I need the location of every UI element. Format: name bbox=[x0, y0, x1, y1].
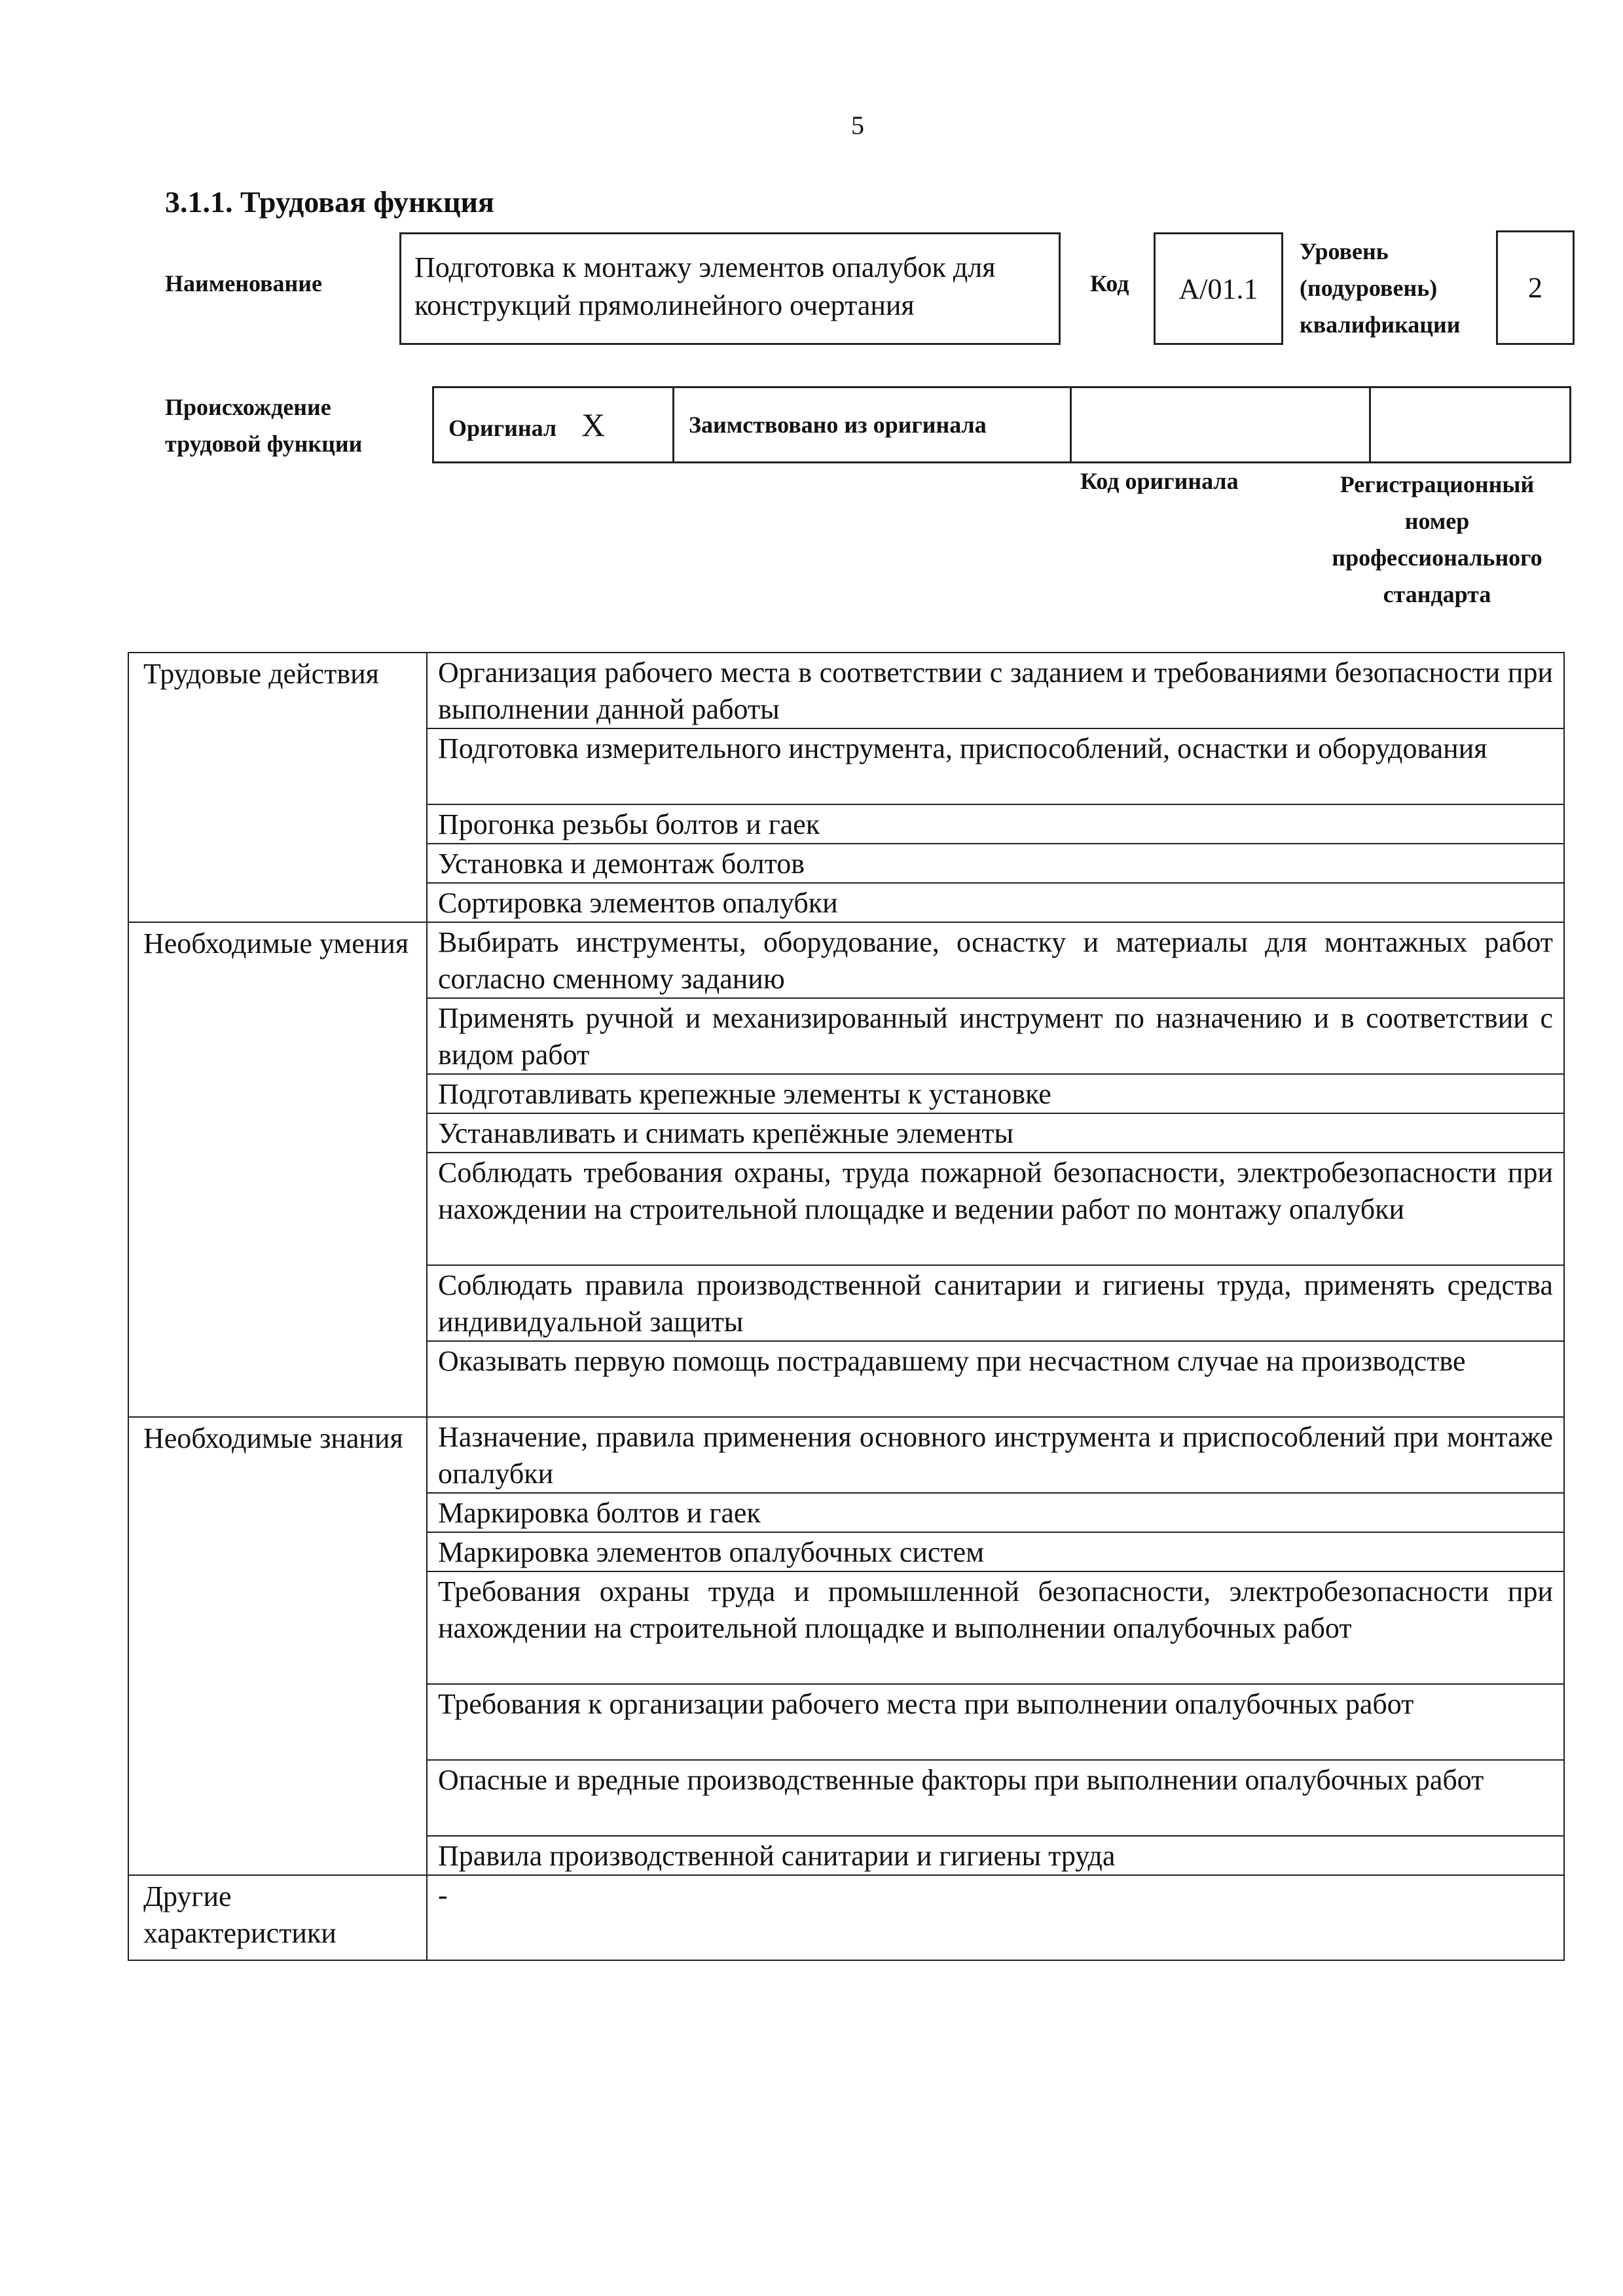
table-row bbox=[128, 922, 1564, 998]
origin-label-line-2: трудовой функции bbox=[165, 431, 363, 457]
page-number: 5 bbox=[851, 111, 864, 140]
table-cell: Устанавливать и снимать крепёжные элементы bbox=[427, 1113, 1564, 1153]
table-cell: Соблюдать требования охраны, труда пожарной безопасности, электробезопасности при нахождении на строительной площадке и ведении работ по монтажу опалубки bbox=[427, 1153, 1564, 1265]
reg-label-line-3: профессионального bbox=[1332, 545, 1542, 571]
original-mark: X bbox=[581, 406, 606, 443]
function-name-box: Подготовка к монтажу элементов опалубок для конструкций прямолинейного очертания bbox=[399, 232, 1061, 345]
table-cell: Организация рабочего места в соответствии с заданием и требованиями безопасности при выполнении данной работы bbox=[427, 653, 1564, 728]
table-cell: Назначение, правила применения основного инструмента и приспособлений при монтаже опалубки bbox=[427, 1417, 1564, 1493]
table-row bbox=[128, 653, 1564, 728]
table-cell: Требования охраны труда и промышленной безопасности, электробезопасности при нахождении на строительной площадке и выполнении опалубочных работ bbox=[427, 1571, 1564, 1684]
code-original-label: Код оригинала bbox=[1080, 468, 1239, 494]
table-cell: Подготовка измерительного инструмента, приспособлений, оснастки и оборудования bbox=[427, 728, 1564, 804]
origin-label bbox=[165, 389, 362, 462]
origin-label-line-1: Происхождение bbox=[165, 394, 331, 420]
function-details-table bbox=[128, 652, 1565, 1961]
origin-code-cell bbox=[1071, 387, 1370, 463]
origin-reg-cell bbox=[1370, 387, 1571, 463]
category-required-knowledge: Необходимые знания bbox=[128, 1417, 427, 1875]
table-cell: Опасные и вредные производственные факторы при выполнении опалубочных работ bbox=[427, 1760, 1564, 1836]
original-label: Оригинал bbox=[448, 415, 557, 441]
code-label: Код bbox=[1090, 270, 1129, 296]
level-label-line-2: (подуровень) bbox=[1300, 275, 1438, 301]
table-cell: Оказывать первую помощь пострадавшему при несчастном случае на производстве bbox=[427, 1341, 1564, 1417]
level-value-box: 2 bbox=[1496, 230, 1575, 345]
table-cell: Прогонка резьбы болтов и гаек bbox=[427, 804, 1564, 844]
category-other-characteristics: Другие характеристики bbox=[128, 1875, 427, 1960]
section-title: 3.1.1. Трудовая функция bbox=[165, 185, 494, 219]
origin-borrowed-cell: Заимствовано из оригинала bbox=[674, 387, 1071, 463]
origin-original-cell bbox=[433, 387, 674, 463]
reg-label-line-2: номер bbox=[1404, 508, 1470, 534]
table-cell: Применять ручной и механизированный инструмент по назначению и в соответствии с видом работ bbox=[427, 998, 1564, 1074]
level-label-line-3: квалификации bbox=[1300, 312, 1461, 338]
table-cell: Соблюдать правила производственной санитарии и гигиены труда, применять средства индивидуальной защиты bbox=[427, 1265, 1564, 1341]
reg-label-line-1: Регистрационный bbox=[1340, 471, 1535, 497]
table-cell: Выбирать инструменты, оборудование, оснастку и материалы для монтажных работ согласно сменному заданию bbox=[427, 922, 1564, 998]
table-cell: - bbox=[427, 1875, 1564, 1960]
category-labor-actions: Трудовые действия bbox=[128, 653, 427, 922]
table-cell: Требования к организации рабочего места при выполнении опалубочных работ bbox=[427, 1684, 1564, 1760]
level-label bbox=[1300, 233, 1461, 343]
table-cell: Маркировка элементов опалубочных систем bbox=[427, 1532, 1564, 1571]
category-required-skills: Необходимые умения bbox=[128, 922, 427, 1417]
origin-table bbox=[432, 386, 1571, 463]
table-cell: Установка и демонтаж болтов bbox=[427, 844, 1564, 883]
reg-number-label bbox=[1303, 466, 1571, 613]
table-cell: Сортировка элементов опалубки bbox=[427, 883, 1564, 922]
name-label: Наименование bbox=[165, 270, 322, 296]
table-cell: Правила производственной санитарии и гигиены труда bbox=[427, 1836, 1564, 1875]
code-value-box: А/01.1 bbox=[1154, 232, 1283, 345]
reg-label-line-4: стандарта bbox=[1383, 581, 1491, 607]
table-cell: Маркировка болтов и гаек bbox=[427, 1493, 1564, 1532]
table-row bbox=[128, 1417, 1564, 1493]
table-cell: Подготавливать крепежные элементы к установке bbox=[427, 1074, 1564, 1113]
level-label-line-1: Уровень bbox=[1300, 238, 1389, 264]
table-row bbox=[128, 1875, 1564, 1960]
